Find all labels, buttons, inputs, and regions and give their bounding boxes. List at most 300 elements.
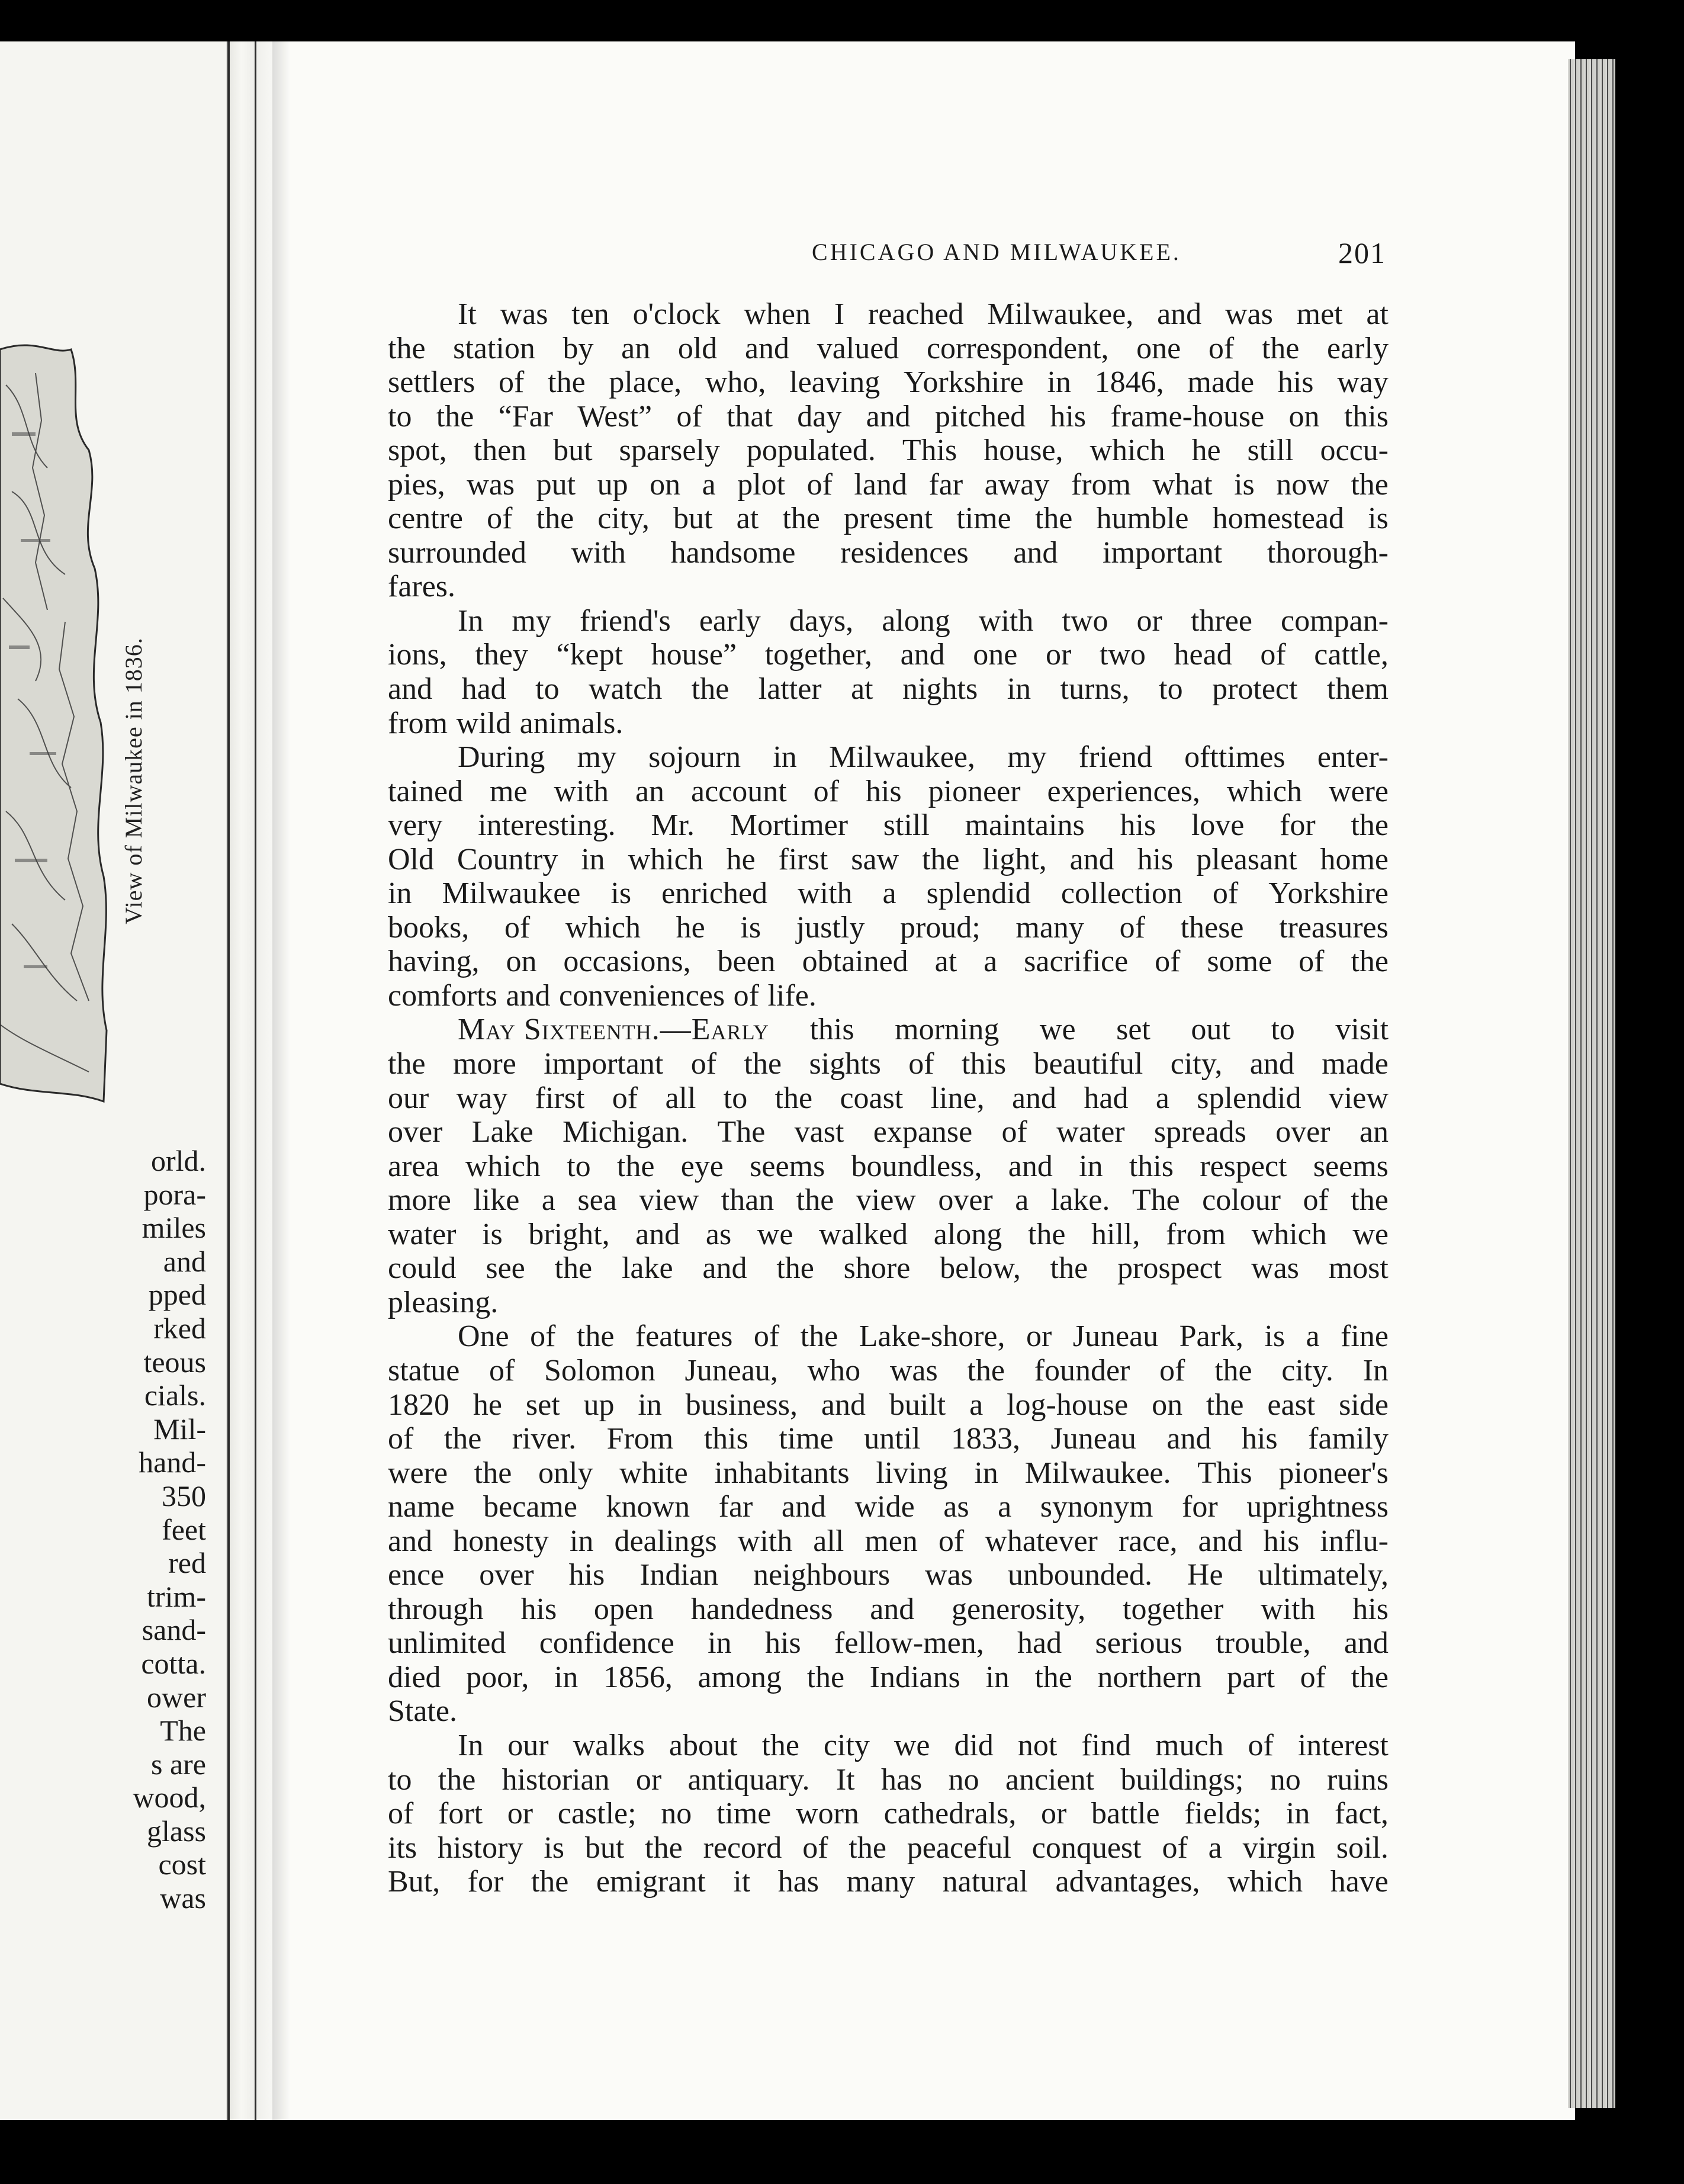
word: fort: [438, 1797, 483, 1831]
word: at: [736, 502, 759, 536]
word: the: [444, 1422, 482, 1456]
word: first: [778, 842, 828, 876]
word: the: [800, 1319, 838, 1354]
word: with: [571, 535, 626, 570]
word: was: [889, 1353, 938, 1388]
word: my: [512, 603, 551, 638]
word: water: [1056, 1115, 1125, 1149]
word: it: [733, 1865, 751, 1899]
word: in: [974, 1456, 998, 1490]
word: in: [554, 1660, 579, 1694]
word: were: [1328, 774, 1389, 808]
word: the: [616, 1149, 655, 1183]
word: among: [698, 1660, 782, 1694]
word: east: [1267, 1388, 1316, 1422]
word: together: [1123, 1592, 1224, 1626]
word: whatever: [985, 1524, 1098, 1558]
gutter-rule-right: [255, 41, 256, 2120]
word: of: [489, 1353, 515, 1388]
word: fact,: [1335, 1797, 1389, 1831]
text-line: [388, 740, 1389, 775]
word: seems: [1313, 1149, 1389, 1183]
word: watch: [589, 672, 663, 706]
left-page-line: trim-: [147, 1579, 206, 1613]
word: nights: [902, 672, 978, 706]
word: peaceful: [907, 1830, 1011, 1865]
word: from: [388, 706, 448, 740]
word: has: [777, 1865, 819, 1899]
word: walked: [819, 1217, 908, 1251]
word: Yorkshire: [1268, 876, 1389, 911]
word: has: [880, 1762, 923, 1797]
word: confidence: [539, 1626, 674, 1661]
word: inhabitants: [714, 1456, 850, 1490]
word: when: [744, 297, 811, 331]
word: centre: [388, 502, 464, 536]
word: time: [779, 1422, 834, 1456]
word: of: [1208, 331, 1235, 365]
text-line: [388, 1729, 1389, 1763]
text-line: [388, 638, 1389, 672]
word: to: [1159, 672, 1183, 706]
word: and: [1198, 1524, 1243, 1558]
word: generosity,: [952, 1592, 1086, 1626]
word: all: [665, 1081, 696, 1115]
word: pleasing.: [388, 1285, 499, 1319]
left-page-line: cotta.: [141, 1646, 206, 1680]
word: all: [813, 1524, 844, 1558]
left-page-line: feet: [162, 1512, 206, 1546]
word: an: [621, 331, 651, 365]
word: my: [577, 740, 616, 775]
word: morning: [895, 1013, 1000, 1047]
text-line: [388, 1592, 1389, 1627]
word: collection: [1060, 876, 1182, 911]
word: what: [1152, 467, 1213, 502]
word: of: [504, 910, 531, 945]
word: of: [530, 1319, 556, 1354]
word: wide: [854, 1490, 915, 1524]
word: the: [554, 1251, 593, 1286]
book-gutter: [226, 41, 277, 2120]
word: with: [737, 1524, 793, 1558]
word: maintains: [965, 808, 1085, 843]
word: most: [1328, 1251, 1389, 1286]
word: city.: [1281, 1353, 1333, 1388]
word: handsome: [670, 535, 796, 570]
word: dealings: [614, 1524, 717, 1558]
word: natural: [942, 1865, 1028, 1899]
word: the: [474, 1456, 512, 1490]
text-line: [388, 1218, 1389, 1252]
word: side: [1339, 1388, 1389, 1422]
word: But,: [388, 1865, 441, 1899]
word: house”: [651, 638, 737, 672]
word: of: [487, 502, 513, 536]
word: neighbours: [753, 1558, 891, 1592]
left-page-line: and: [163, 1244, 206, 1278]
word: line,: [930, 1081, 985, 1115]
word: The: [717, 1115, 766, 1149]
word: this: [809, 1013, 854, 1047]
word: about: [669, 1728, 738, 1762]
word: over: [938, 1183, 993, 1218]
word: of: [802, 1830, 828, 1865]
word: our: [507, 1728, 549, 1762]
word: and: [702, 1251, 747, 1286]
word: but: [584, 1830, 625, 1865]
text-line: [388, 604, 1389, 638]
word: had: [1084, 1081, 1129, 1115]
word: statue: [388, 1353, 460, 1388]
word: of: [1299, 945, 1325, 979]
text-line: [388, 1763, 1389, 1797]
word: Michigan.: [562, 1115, 689, 1149]
word: days,: [789, 603, 854, 638]
word: ancient: [1005, 1762, 1095, 1797]
text-line: [388, 979, 1389, 1013]
word: station: [453, 331, 535, 365]
word: It: [458, 297, 477, 331]
word: a: [541, 1183, 555, 1218]
word: of: [1159, 1353, 1185, 1388]
word: enter-: [1317, 740, 1389, 775]
word: sparsely: [619, 433, 720, 468]
left-page-line: rked: [153, 1311, 206, 1345]
word: It: [835, 1762, 855, 1797]
word: two: [1062, 603, 1108, 638]
left-page-line: 350: [162, 1479, 206, 1512]
text-line: [388, 1251, 1389, 1286]
word: the: [1351, 1660, 1389, 1694]
word: This: [902, 433, 957, 468]
word: State.: [388, 1694, 457, 1729]
word: and: [1166, 1422, 1211, 1456]
word: animals.: [519, 706, 624, 740]
word: only: [538, 1456, 593, 1490]
word: Park,: [1179, 1319, 1243, 1354]
word: 1856,: [603, 1660, 673, 1694]
word: founder: [1034, 1353, 1130, 1388]
left-page-line: miles: [142, 1211, 206, 1245]
gutter-rule-left: [227, 41, 230, 2120]
word: Mortimer: [729, 808, 849, 843]
left-page-line: teous: [143, 1345, 206, 1379]
word: in: [1047, 365, 1071, 400]
text-line: [388, 1319, 1389, 1354]
word: Juneau: [1072, 1319, 1159, 1354]
word: of: [1162, 1830, 1188, 1865]
word: a: [1155, 1081, 1169, 1115]
word: homestead: [1212, 502, 1345, 536]
word: the: [776, 1251, 814, 1286]
word: of: [388, 1422, 414, 1456]
word: a: [969, 1388, 984, 1422]
word: part: [1227, 1660, 1275, 1694]
word: as: [705, 1217, 732, 1251]
left-page-line: pped: [148, 1278, 206, 1312]
left-page-line: was: [160, 1881, 206, 1915]
word: coast: [840, 1081, 904, 1115]
word: Lake: [471, 1115, 534, 1149]
word: no: [948, 1762, 979, 1797]
word: that: [726, 399, 773, 433]
word: set: [1116, 1013, 1150, 1047]
word: than: [721, 1183, 774, 1218]
word: treasures: [1279, 910, 1389, 945]
left-page-line: sand-: [142, 1613, 206, 1647]
word: known: [606, 1490, 690, 1524]
word: leaving: [789, 365, 880, 400]
word: is: [610, 876, 632, 911]
word: pitched: [935, 399, 1026, 433]
word: on: [506, 945, 537, 979]
word: the: [782, 502, 820, 536]
word: Milwaukee,: [987, 297, 1134, 331]
word: of: [753, 1319, 780, 1354]
word: 1846,: [1094, 365, 1164, 400]
word: through: [388, 1592, 484, 1626]
word: name: [388, 1490, 455, 1524]
word: cathedrals,: [883, 1797, 1017, 1831]
word: the: [531, 1865, 569, 1899]
word: of: [1212, 876, 1239, 911]
word: business,: [685, 1388, 798, 1422]
word: is: [740, 910, 761, 945]
word: ultimately,: [1258, 1558, 1389, 1592]
word: which: [628, 842, 703, 876]
text-line: [388, 1865, 1389, 1899]
left-page-line: red: [168, 1546, 206, 1580]
word: not: [1017, 1728, 1058, 1762]
word: interest: [1297, 1728, 1389, 1762]
text-line: [388, 365, 1389, 400]
text-line: [388, 1456, 1389, 1491]
word: which: [565, 910, 641, 945]
word: his: [568, 1558, 605, 1592]
text-line: [388, 945, 1389, 979]
word: and: [1344, 1626, 1389, 1661]
word: over: [479, 1558, 534, 1592]
word: handedness: [690, 1592, 833, 1626]
text-line: [388, 1490, 1389, 1524]
word: which: [1251, 1217, 1327, 1251]
word: eye: [680, 1149, 724, 1183]
word: the: [1261, 331, 1300, 365]
word: for: [467, 1865, 504, 1899]
word: thorough-: [1267, 535, 1389, 570]
word: three: [1190, 603, 1252, 638]
word: expanse: [873, 1115, 973, 1149]
word: a: [1015, 1183, 1029, 1218]
word: the: [645, 1830, 683, 1865]
word: proud;: [899, 910, 981, 945]
text-line: [388, 1661, 1389, 1695]
word: buildings;: [1120, 1762, 1244, 1797]
left-page-line: glass: [147, 1814, 206, 1848]
word: boundless,: [851, 1149, 982, 1183]
word: “kept: [556, 638, 624, 672]
word: record: [703, 1830, 782, 1865]
left-page-line: cost: [158, 1848, 206, 1881]
word: had: [1017, 1626, 1062, 1661]
word: been: [717, 945, 776, 979]
page-shadow: [272, 41, 290, 2120]
word: city,: [597, 502, 650, 536]
word: with: [978, 603, 1034, 638]
word: is: [544, 1830, 564, 1865]
text-line: [388, 468, 1389, 502]
word: our: [388, 1081, 429, 1115]
word: During: [458, 740, 545, 775]
word: of: [1248, 1728, 1274, 1762]
text-line: [388, 1626, 1389, 1661]
word: is: [482, 1217, 503, 1251]
word: Indian: [639, 1558, 719, 1592]
word: light,: [982, 842, 1047, 876]
word: was: [1225, 297, 1273, 331]
word: some: [1207, 945, 1272, 979]
word: very: [388, 808, 443, 843]
word: to: [388, 1762, 412, 1797]
text-line: [388, 1831, 1389, 1865]
word: One: [458, 1319, 509, 1354]
word: or: [635, 1762, 662, 1797]
word: Milwaukee,: [828, 740, 975, 775]
word: but: [553, 433, 593, 468]
word: uprightness: [1246, 1490, 1389, 1524]
word: pleasant: [1196, 842, 1297, 876]
word: more: [388, 1183, 451, 1218]
word: his: [764, 1626, 801, 1661]
word: antiquary.: [687, 1762, 810, 1797]
text-line: [388, 400, 1389, 434]
word: or: [1136, 603, 1162, 638]
text-line: [388, 297, 1389, 332]
word: of: [813, 774, 839, 808]
word: white: [619, 1456, 688, 1490]
word: humble: [1096, 502, 1189, 536]
word: made: [1322, 1047, 1389, 1081]
word: far: [718, 1490, 753, 1524]
word: and: [1157, 297, 1202, 331]
word: is: [1264, 1319, 1286, 1354]
word: and: [1249, 1047, 1294, 1081]
word: present: [843, 502, 933, 536]
text-line: [388, 502, 1389, 536]
word: who: [807, 1353, 861, 1388]
word: he: [676, 910, 705, 945]
word: his: [865, 774, 902, 808]
word: up: [597, 467, 628, 502]
word: and: [900, 638, 945, 672]
word: wild: [456, 706, 512, 740]
word: saw: [851, 842, 899, 876]
word: soil.: [1336, 1830, 1389, 1865]
word: on: [1288, 399, 1320, 433]
word: met: [1296, 297, 1343, 331]
word: justly: [796, 910, 865, 945]
word: o'clock: [632, 297, 721, 331]
word: then: [473, 433, 527, 468]
word: the: [1214, 1353, 1252, 1388]
word: over: [388, 1115, 443, 1149]
word: for: [1182, 1490, 1218, 1524]
word: on: [1152, 1388, 1183, 1422]
word: life.: [767, 978, 817, 1013]
word: by: [563, 331, 594, 365]
word: fine: [1341, 1319, 1389, 1354]
word: of: [1155, 945, 1181, 979]
word: and: [388, 672, 433, 706]
text-line: [388, 1388, 1389, 1422]
text-line: [388, 672, 1389, 706]
word: of: [1119, 910, 1145, 945]
word: which: [1226, 774, 1302, 808]
word: set: [525, 1388, 560, 1422]
word: its: [388, 1830, 417, 1865]
word: history: [438, 1830, 523, 1865]
left-page-line: wood,: [133, 1781, 206, 1814]
word: splendid: [1197, 1081, 1301, 1115]
word: no: [661, 1797, 692, 1831]
word: below,: [940, 1251, 1021, 1286]
word: interesting.: [478, 808, 616, 843]
word: respect: [1200, 1149, 1287, 1183]
word: of: [612, 1081, 638, 1115]
word: to: [535, 672, 560, 706]
word: pies,: [388, 467, 445, 502]
word: occasions,: [563, 945, 691, 979]
word: walks: [573, 1728, 645, 1762]
left-page-text-fragments: [52, 1144, 206, 1915]
word: the: [744, 1047, 782, 1081]
word: trouble,: [1216, 1626, 1311, 1661]
text-line: [388, 706, 1389, 741]
word: visit: [1335, 1013, 1389, 1047]
word: his: [1241, 1422, 1278, 1456]
word: battle: [1091, 1797, 1160, 1831]
word: fellow-men,: [834, 1626, 984, 1661]
word: which: [1090, 433, 1165, 468]
text-line: [388, 843, 1389, 877]
word: In: [458, 603, 484, 638]
word: synonym: [1040, 1490, 1153, 1524]
word: until: [864, 1422, 921, 1456]
word: and: [870, 1592, 915, 1626]
word: 1833,: [951, 1422, 1021, 1456]
word: was: [500, 297, 548, 331]
word: The: [1132, 1183, 1180, 1218]
word: the: [1351, 808, 1389, 843]
word: from: [1165, 1217, 1226, 1251]
word: and: [781, 1490, 827, 1524]
word: is: [1368, 502, 1389, 536]
word: the: [806, 1660, 845, 1694]
word: in: [569, 1524, 594, 1558]
word: sacrifice: [1024, 945, 1129, 979]
word: 1820: [388, 1388, 449, 1422]
word: a: [882, 876, 896, 911]
word: historian: [502, 1762, 610, 1797]
word: we: [1039, 1013, 1076, 1047]
word: I: [834, 297, 845, 331]
word: city: [823, 1728, 870, 1762]
word: beautiful: [1033, 1047, 1143, 1081]
word: early: [699, 603, 761, 638]
word: a: [1208, 1830, 1222, 1865]
word: the: [388, 331, 426, 365]
